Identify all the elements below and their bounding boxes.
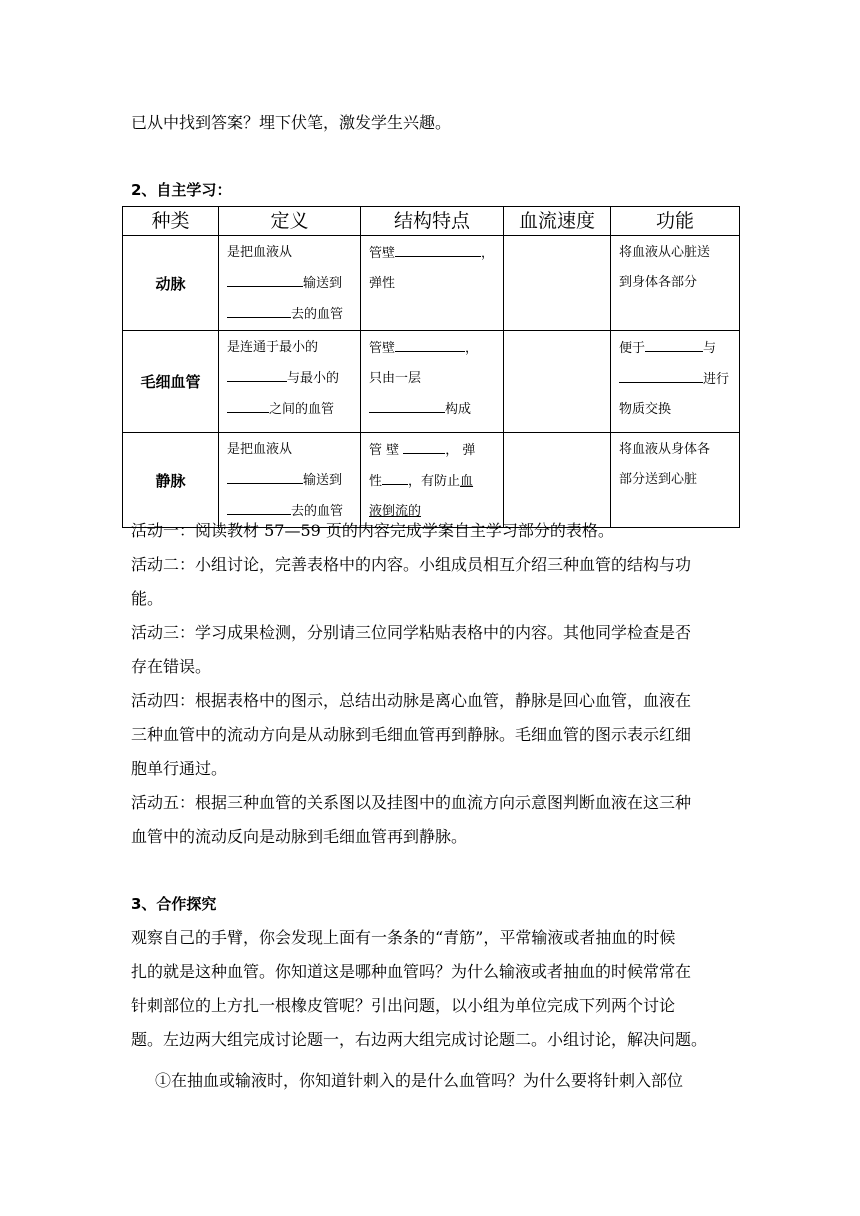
blank-line[interactable] <box>227 496 291 515</box>
activity-line: 三种血管中的流动方向是从动脉到毛细血管再到静脉。毛细血管的图示表示红细 <box>131 725 692 744</box>
capillary-function: 便于 与 进行 物质交换 <box>611 331 740 433</box>
activity-line: 能。 <box>131 589 164 608</box>
question-1: ①在抽血或输液时，你知道针刺入的是什么血管吗？为什么要将针刺入部位 <box>155 1071 684 1090</box>
capillary-definition: 是连通于最小的 与最小的 之间的血管 <box>219 331 361 433</box>
activity-line: 活动一：阅读教材 57—59 页的内容完成学案自主学习部分的表格。 <box>131 521 614 540</box>
row-name-vein: 静脉 <box>123 433 219 528</box>
blank-line[interactable] <box>382 466 408 485</box>
table-header-row <box>123 207 740 236</box>
vein-function: 将血液从身体各 部分送到心脏 <box>611 433 740 528</box>
header-function: 功能 <box>611 207 740 236</box>
intro-line: 已从中找到答案？埋下伏笔，激发学生兴趣。 <box>131 113 452 132</box>
artery-function: 将血液从心脏送 到身体各部分 <box>611 236 740 331</box>
vein-definition: 是把血液从 输送到 去的血管 <box>219 433 361 528</box>
blank-line[interactable] <box>227 394 269 413</box>
blank-line[interactable] <box>369 394 445 413</box>
activity-line: 存在错误。 <box>131 657 212 676</box>
blank-line[interactable] <box>403 435 445 454</box>
table-row-vein <box>123 433 740 528</box>
activity-line: 胞单行通过。 <box>131 759 228 778</box>
blank-line[interactable] <box>227 299 291 318</box>
artery-structure: 管壁 ， 弹性 <box>361 236 504 331</box>
activity-line: 活动五：根据三种血管的关系图以及挂图中的血流方向示意图判断血液在这三种 <box>131 793 692 812</box>
header-structure: 结构特点 <box>361 207 504 236</box>
paragraph-line: 题。左边两大组完成讨论题一，右边两大组完成讨论题二。小组讨论，解决问题。 <box>131 1030 708 1049</box>
blood-vessel-table <box>122 206 740 528</box>
blank-line[interactable] <box>619 364 703 383</box>
vein-structure: 管 壁 ， 弹 性 ，有防止血 液倒流的 <box>361 433 504 528</box>
blank-line[interactable] <box>227 268 303 287</box>
section-3-heading: 3、合作探究 <box>131 895 217 913</box>
capillary-structure: 管壁 ， 只由一层 构成 <box>361 331 504 433</box>
activity-line: 活动三：学习成果检测，分别请三位同学粘贴表格中的内容。其他同学检查是否 <box>131 623 692 642</box>
row-name-capillary: 毛细血管 <box>123 331 219 433</box>
activity-line: 活动四：根据表格中的图示，总结出动脉是离心血管，静脉是回心血管，血液在 <box>131 691 692 710</box>
capillary-speed <box>504 331 611 433</box>
paragraph-line: 扎的就是这种血管。你知道这是哪种血管吗？为什么输液或者抽血的时候常常在 <box>131 962 692 981</box>
header-definition: 定义 <box>219 207 361 236</box>
table-row-capillary <box>123 331 740 433</box>
activity-line: 血管中的流动反向是动脉到毛细血管再到静脉。 <box>131 827 468 846</box>
vein-speed <box>504 433 611 528</box>
header-speed: 血流速度 <box>504 207 611 236</box>
artery-speed <box>504 236 611 331</box>
paragraph-line: 针刺部位的上方扎一根橡皮管呢？引出问题，以小组为单位完成下列两个讨论 <box>131 996 676 1015</box>
table-row-artery <box>123 236 740 331</box>
blank-line[interactable] <box>227 363 287 382</box>
artery-definition: 是把血液从 输送到 去的血管 <box>219 236 361 331</box>
blank-line[interactable] <box>645 333 703 352</box>
activity-line: 活动二：小组讨论，完善表格中的内容。小组成员相互介绍三种血管的结构与功 <box>131 555 692 574</box>
section-2-heading: 2、自主学习： <box>131 181 232 199</box>
paragraph-line: 观察自己的手臂，你会发现上面有一条条的“青筋”，平常输液或者抽血的时候 <box>131 928 676 947</box>
blank-line[interactable] <box>395 238 481 257</box>
row-name-artery: 动脉 <box>123 236 219 331</box>
blank-line[interactable] <box>227 465 303 484</box>
blank-line[interactable] <box>395 333 465 352</box>
header-type: 种类 <box>123 207 219 236</box>
